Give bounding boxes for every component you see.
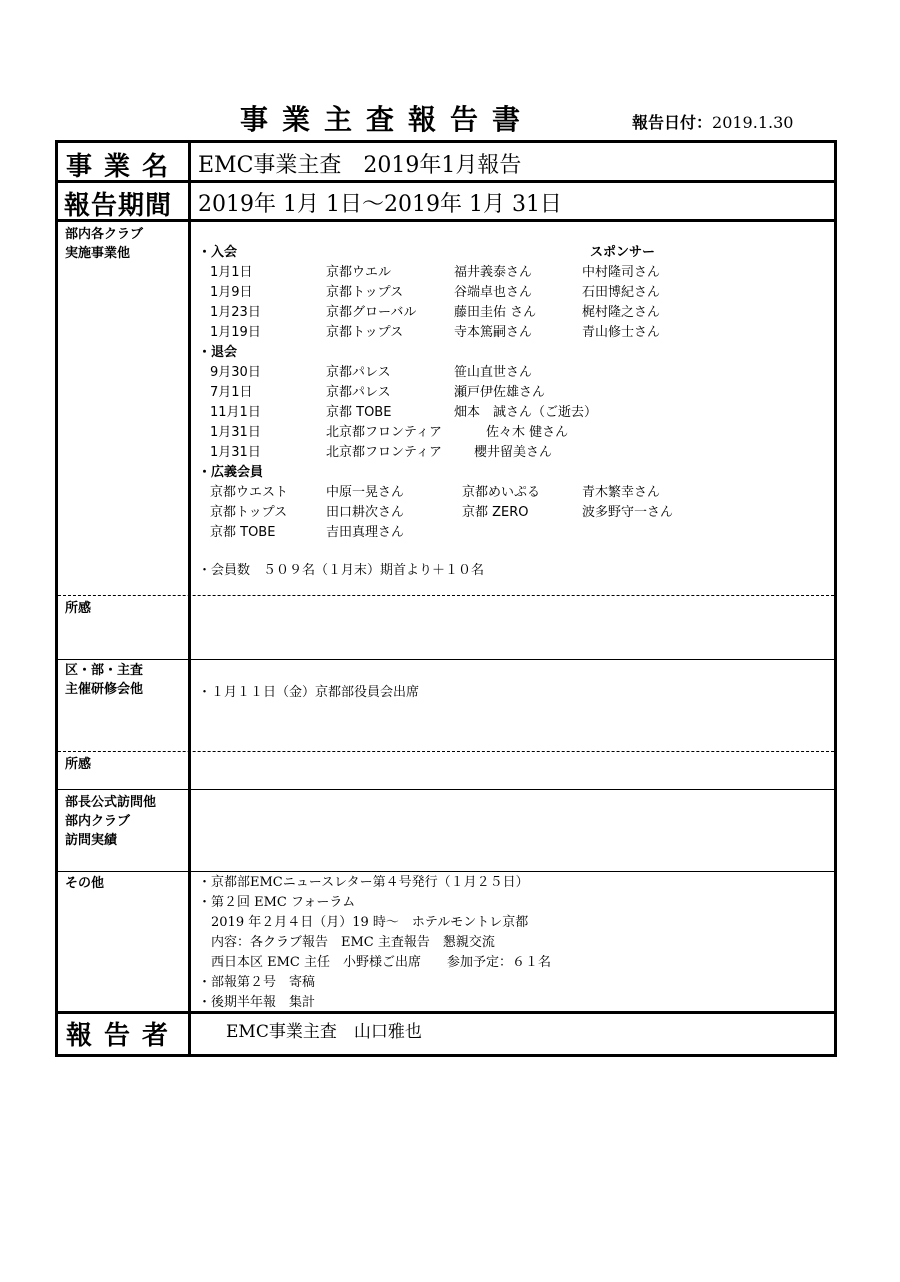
broad-members-heading: ・広義会員 bbox=[198, 465, 264, 480]
visits-label: 部長公式訪問他 部内クラブ 訪問実績 bbox=[65, 795, 157, 848]
other-items bbox=[198, 873, 551, 1013]
divider bbox=[58, 789, 834, 790]
divider bbox=[58, 751, 834, 752]
other-label: その他 bbox=[65, 876, 105, 891]
divider bbox=[58, 595, 834, 596]
list-item: ・部報第２号 寄稿 bbox=[198, 975, 316, 990]
sponsor-heading: スポンサー bbox=[590, 245, 656, 260]
list-item: 西日本区 EMC 主任 小野様ご出席 参加予定：６１名 bbox=[198, 955, 552, 970]
report-date-value: 2019.1.30 bbox=[712, 113, 794, 132]
district-event-item: ・１月１１日（金）京都部役員会出席 bbox=[198, 685, 420, 700]
report-table: 事業名 EMC事業主査 2019年1月報告 報告期間 2019年 1月 1日〜2019年 1月 31日 部内各クラブ 実施事業他 ・入会 スポンサー 1月1日 京都ウエル 福井義泰さん 中村隆司さん 1月9日 京都トップス 谷端卓也さん 石田博紀さん 1月23日 京都グローバル 藤田圭佑 さん 梶村隆之さん 1月19日 京都トップス 寺本篤嗣さん 青山修士さん ・退会 9月30日 京都パレス 笹山直世さん 7月1日 京都パレス 瀬戸伊佐雄さん 11月1日 京都 TOBE 畑本 誠さん（ご逝去） 1月31日 北京都フロンティア 佐々木 健さん 1月31日 北京都フロンティア 櫻井留美さん ・広義会員 京都ウエスト 中原一晃さん 京都めいぷる 青木繁幸さん 京都トップス 田口耕次さん 京都 ZERO 波多野守一さん 京都 TOBE 吉田真理さん ・会員数 ５０９名（１月末）期首より＋１０名 所感 区・部・主査 主催研修会他 ・１月１１日（金）京都部役員会出席 所感 部長公式訪問他 部内クラブ 訪問実績 その他 ・京都部EMCニュースレター第４号発行（１月２５日） ・第２回 EMC フォーラム 2019 年２月４日（月）19 時〜 ホテルモントレ京都 内容：各クラブ報告 EMC 主査報告 懇親交流 西日本区 EMC 主任 小野様ご出席 参加予定：６１名 ・部報第２号 寄稿 ・後期半年報 集計 報告者 EMC事業主査 山口雅也 bbox=[55, 140, 837, 1057]
list-item: 2019 年２月４日（月）19 時〜 ホテルモントレ京都 bbox=[198, 915, 529, 930]
leave-heading: ・退会 bbox=[198, 345, 238, 360]
document-title: 事業主査報告書 bbox=[240, 103, 535, 136]
period-value: 2019年 1月 1日〜2019年 1月 31日 bbox=[198, 192, 562, 217]
divider bbox=[58, 659, 834, 660]
business-name-value: EMC事業主査 2019年1月報告 bbox=[198, 153, 522, 178]
reporter-value: EMC事業主査 山口雅也 bbox=[226, 1022, 422, 1042]
join-heading: ・入会 bbox=[198, 245, 238, 260]
member-count: ・会員数 ５０９名（１月末）期首より＋１０名 bbox=[198, 563, 485, 578]
period-label: 報告期間 bbox=[64, 191, 173, 221]
report-date bbox=[632, 110, 793, 133]
club-events-label: 部内各クラブ 実施事業他 bbox=[65, 227, 144, 261]
list-item: ・後期半年報 集計 bbox=[198, 995, 316, 1010]
reporter-label: 報告者 bbox=[66, 1021, 181, 1051]
divider bbox=[58, 219, 834, 222]
divider bbox=[58, 180, 834, 183]
column-divider bbox=[188, 143, 191, 1054]
impression-label: 所感 bbox=[65, 757, 92, 772]
report-date-label: 報告日付： bbox=[632, 113, 713, 132]
list-item: ・京都部EMCニュースレター第４号発行（１月２５日） bbox=[198, 875, 529, 890]
divider bbox=[58, 1011, 834, 1014]
list-item: ・第２回 EMC フォーラム bbox=[198, 895, 356, 910]
divider bbox=[58, 871, 834, 872]
district-events-label: 区・部・主査 主催研修会他 bbox=[65, 663, 144, 697]
business-name-label: 事業名 bbox=[66, 152, 181, 182]
impression-label: 所感 bbox=[65, 601, 92, 616]
list-item: 内容：各クラブ報告 EMC 主査報告 懇親交流 bbox=[198, 935, 495, 950]
